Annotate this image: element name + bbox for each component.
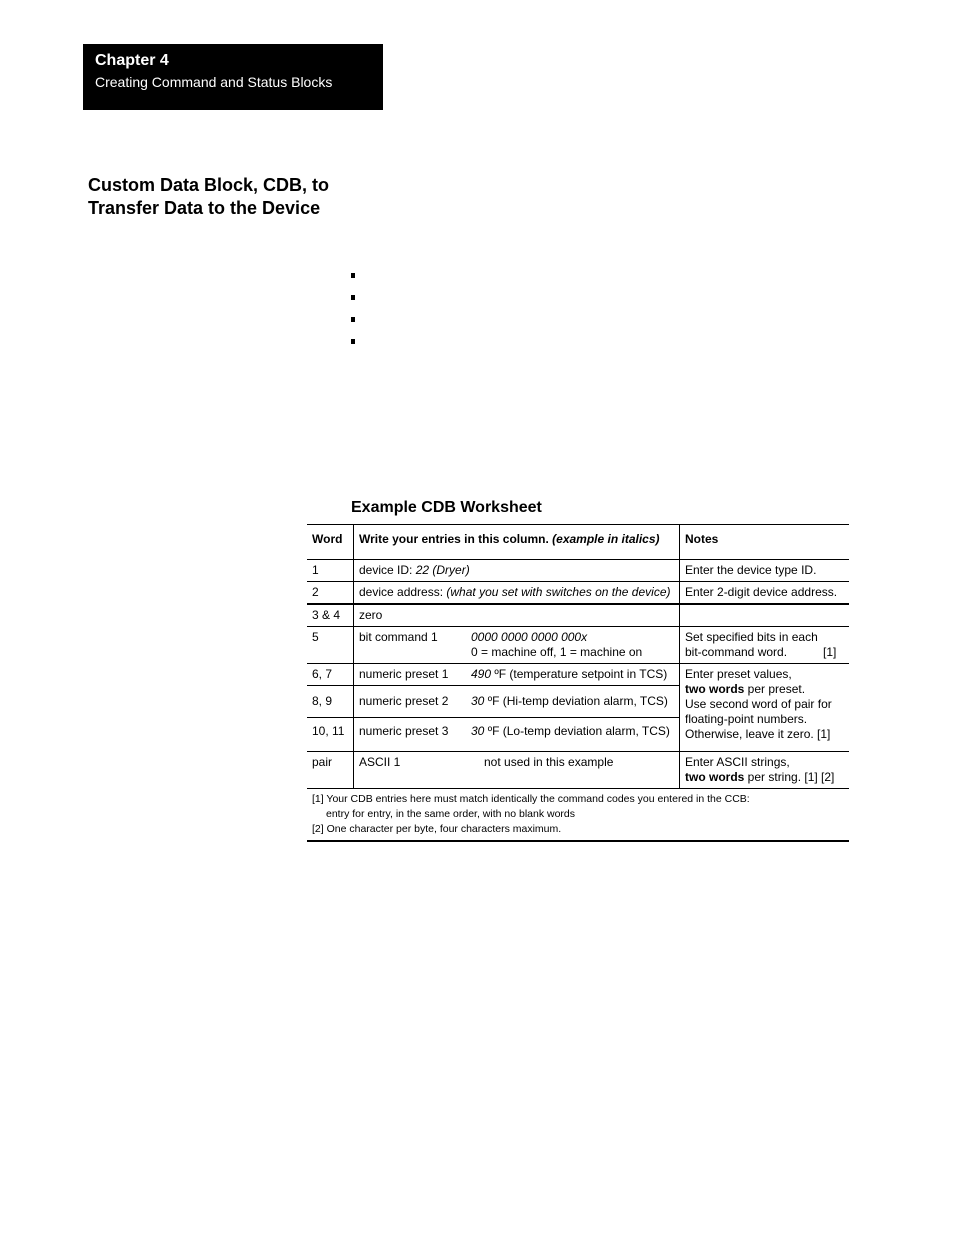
- note-bold: two words: [685, 682, 745, 696]
- chapter-number: Chapter 4: [95, 52, 169, 69]
- table-header-row: [307, 525, 849, 560]
- cell-word: 3 & 4: [307, 604, 354, 627]
- header-entries-text: Write your entries in this column.: [359, 532, 553, 546]
- note-text: bit-command word.: [685, 645, 788, 659]
- cell-note: [680, 627, 850, 664]
- table-row: [307, 627, 849, 664]
- table-row: [307, 604, 849, 627]
- entry-example: 22 (Dryer): [415, 563, 470, 577]
- note-line: [685, 770, 844, 785]
- note-line: floating-point numbers.: [685, 712, 808, 726]
- header-word: Word: [307, 525, 354, 560]
- note-line: Enter preset values,: [685, 667, 792, 681]
- footnote-1: [1] Your CDB entries here must match identically the command codes you entered in the CCB:: [312, 793, 750, 805]
- footnote-2: [2] One character per byte, four characters maximum.: [312, 823, 562, 835]
- bullet-marker: [351, 273, 355, 278]
- cell-note: Enter 2-digit device address.: [680, 582, 850, 605]
- header-entries-italic: (example in italics): [552, 532, 660, 546]
- footnotes: [307, 789, 849, 842]
- cell-word: 6, 7: [307, 664, 354, 686]
- table-row: [307, 560, 849, 582]
- table-row: [307, 664, 849, 686]
- note-line: Set specified bits in each: [685, 630, 818, 644]
- worksheet-title: Example CDB Worksheet: [351, 499, 542, 516]
- entry-label: ASCII 1: [359, 755, 401, 769]
- cell-word: 10, 11: [307, 718, 354, 752]
- section-title-line2: Transfer Data to the Device: [88, 198, 321, 218]
- note-bold: two words: [685, 770, 745, 784]
- cell-entry: zero: [354, 604, 680, 627]
- entry-label: numeric preset 1: [359, 667, 449, 681]
- entry-example: 30: [471, 724, 485, 738]
- cell-entry: [354, 560, 680, 582]
- section-title: [88, 174, 348, 220]
- chapter-tab: [83, 44, 383, 110]
- footnote-1-continued: entry for entry, in the same order, with no blank words: [326, 808, 576, 820]
- entry-description: 0 = machine off, 1 = machine on: [471, 645, 643, 659]
- bullet-marker: [351, 295, 355, 300]
- note-line: Use second word of pair for: [685, 697, 832, 711]
- entry-description: not used in this example: [484, 755, 614, 769]
- header-notes: Notes: [680, 525, 850, 560]
- note-line: [685, 645, 844, 660]
- header-entries: [354, 525, 680, 560]
- section-title-line1: Custom Data Block, CDB, to: [88, 175, 330, 195]
- entry-label: bit command 1: [359, 630, 438, 644]
- cell-word: 8, 9: [307, 686, 354, 718]
- cell-word: 1: [307, 560, 354, 582]
- table-row: [307, 582, 849, 605]
- entry-description: ºF (Lo-temp deviation alarm, TCS): [484, 724, 670, 738]
- cell-entry: [354, 718, 680, 752]
- entry-description: ºF (temperature setpoint in TCS): [491, 667, 668, 681]
- cell-word: 5: [307, 627, 354, 664]
- note-line: Enter ASCII strings,: [685, 755, 790, 769]
- entry-label: numeric preset 3: [359, 724, 449, 738]
- cell-note: Enter the device type ID.: [680, 560, 850, 582]
- entry-label: device address:: [359, 585, 447, 599]
- entry-label: numeric preset 2: [359, 694, 449, 708]
- entry-description: ºF (Hi-temp deviation alarm, TCS): [484, 694, 668, 708]
- footnote-ref: [1]: [823, 645, 837, 659]
- cell-note: [680, 604, 850, 627]
- note-line: [685, 682, 844, 697]
- cell-note-presets: [680, 664, 850, 752]
- entry-example: 0000 0000 0000 000x: [471, 630, 588, 644]
- cell-note: [680, 752, 850, 789]
- cell-word: pair: [307, 752, 354, 789]
- table-row: [307, 752, 849, 789]
- entry-label: device ID:: [359, 563, 416, 577]
- cell-entry: [354, 752, 680, 789]
- footnotes-row: [307, 789, 849, 842]
- entry-example: 490: [471, 667, 492, 681]
- entry-example: 30: [471, 694, 485, 708]
- note-line: Otherwise, leave it zero. [1]: [685, 727, 831, 741]
- bullet-marker: [351, 317, 355, 322]
- cdb-worksheet-table: [307, 524, 849, 842]
- cell-word: 2: [307, 582, 354, 605]
- cell-entry: [354, 582, 680, 605]
- cell-entry: [354, 664, 680, 686]
- cell-entry: [354, 686, 680, 718]
- note-text: per string. [1] [2]: [744, 770, 835, 784]
- bullet-marker: [351, 339, 355, 344]
- cell-entry: [354, 627, 680, 664]
- entry-example: (what you set with switches on the device): [446, 585, 671, 599]
- bullet-list: [351, 273, 355, 361]
- chapter-title: Creating Command and Status Blocks: [95, 74, 333, 90]
- note-text: per preset.: [744, 682, 806, 696]
